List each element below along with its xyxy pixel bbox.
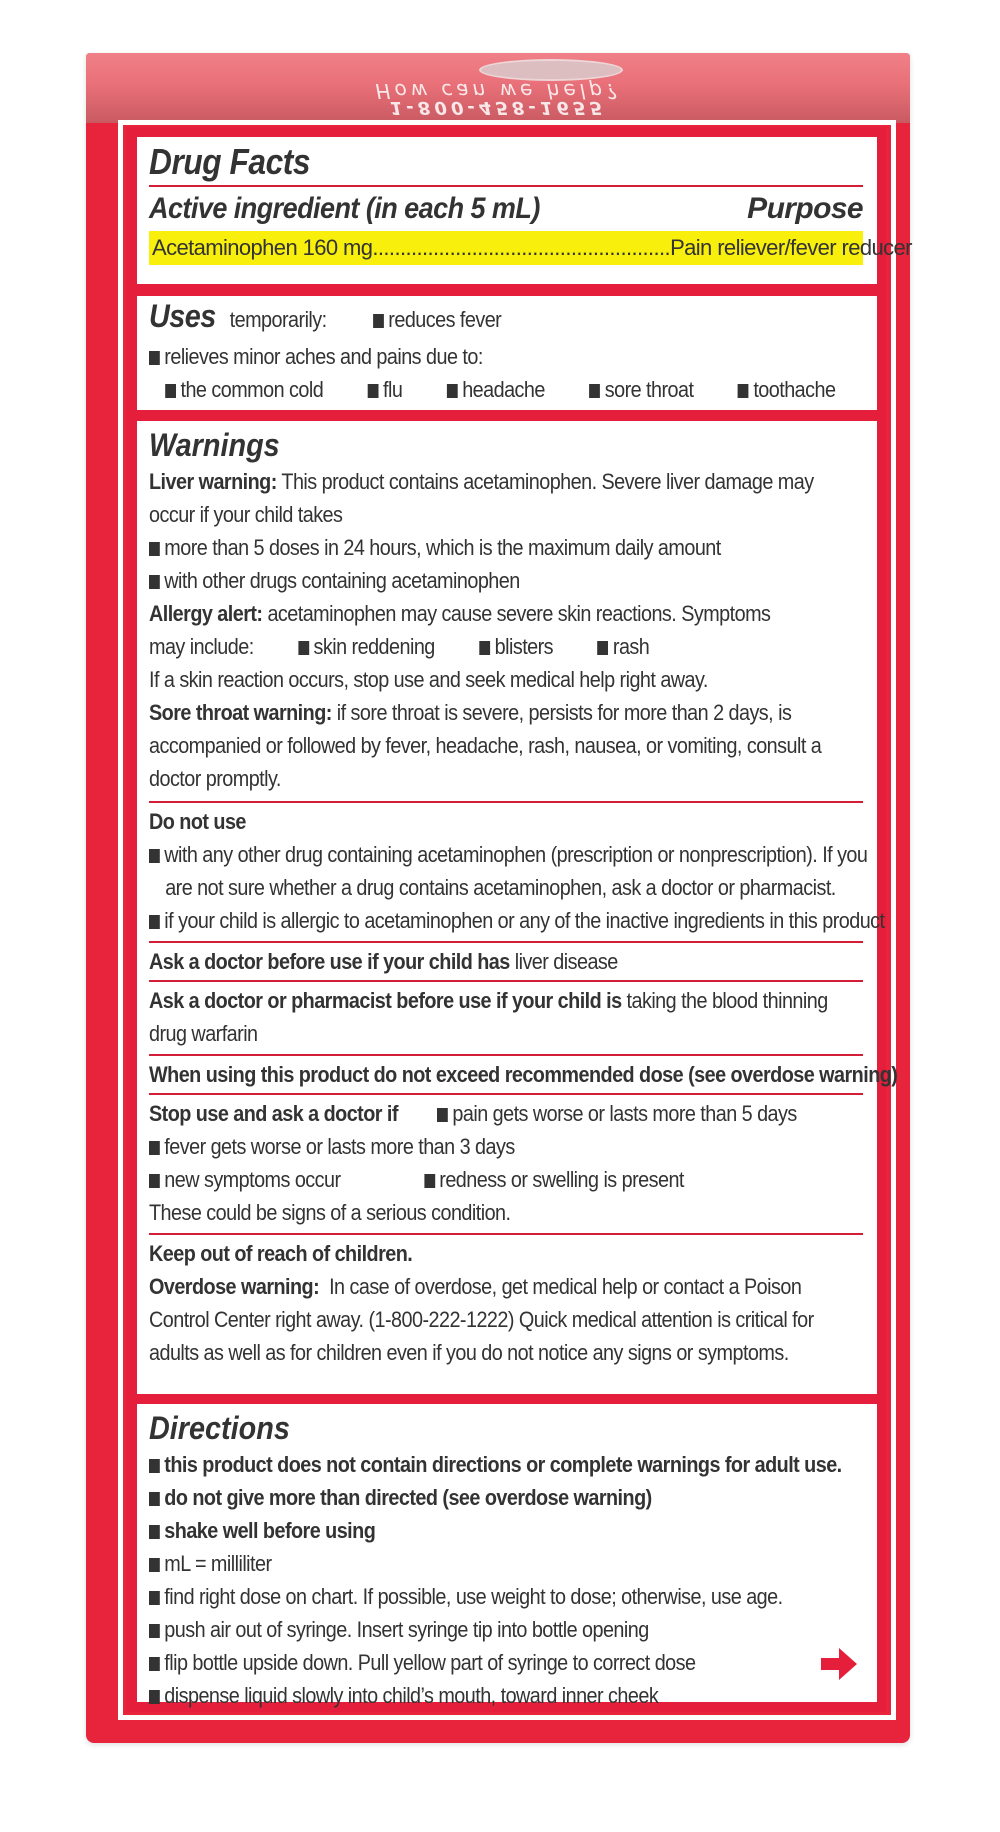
do-not-use-heading: Do not use xyxy=(149,809,246,834)
purpose-heading: Purpose xyxy=(747,192,863,225)
allergy-alert-text-cont: may include: xyxy=(149,634,254,659)
divider xyxy=(149,1233,863,1235)
stop-use-label: Stop use and ask a doctor if xyxy=(149,1101,398,1126)
direction-item: mL = milliliter xyxy=(164,1551,272,1576)
stop-use-item: fever gets worse or lasts more than 3 days xyxy=(164,1134,515,1159)
bullet-icon xyxy=(149,351,160,365)
divider xyxy=(149,980,863,982)
cause-toothache: toothache xyxy=(753,377,836,402)
sore-throat-text-end: doctor promptly. xyxy=(149,766,281,791)
do-not-use-item: with any other drug containing acetaminophen (prescription or nonprescription). If you xyxy=(164,842,868,867)
bullet-icon xyxy=(149,1558,160,1572)
bullet-icon xyxy=(149,849,160,863)
bullet-icon xyxy=(149,542,160,556)
cause-common-cold: the common cold xyxy=(180,377,324,402)
directions-panel xyxy=(137,1404,877,1708)
bullet-icon xyxy=(149,1525,160,1539)
liver-warning-label: Liver warning: xyxy=(149,469,277,494)
flap-help-text: How can we help? xyxy=(375,79,621,103)
sore-throat-text: if sore throat is severe, persists for more than 2 days, is xyxy=(336,700,792,725)
bullet-icon xyxy=(149,1141,160,1155)
uses-heading: Uses xyxy=(149,298,216,334)
cause-headache: headache xyxy=(462,377,545,402)
bullet-icon xyxy=(298,641,309,655)
overdose-warning-text-end: adults as well as for children even if you do not notice any signs or symptoms. xyxy=(149,1340,789,1365)
liver-item: more than 5 doses in 24 hours, which is the maximum daily amount xyxy=(164,535,721,560)
uses-item-aches: relieves minor aches and pains due to: xyxy=(164,344,483,369)
stop-use-item: pain gets worse or lasts more than 5 days xyxy=(452,1101,797,1126)
bullet-icon xyxy=(149,1492,160,1506)
ask-pharmacist-text-cont: drug warfarin xyxy=(149,1021,258,1046)
stop-use-item: new symptoms occur xyxy=(164,1167,341,1192)
bullet-icon xyxy=(368,384,379,398)
divider xyxy=(149,1054,863,1056)
sore-throat-label: Sore throat warning: xyxy=(149,700,332,725)
bullet-icon xyxy=(479,641,490,655)
do-not-use-item-cont: are not sure whether a drug contains acetaminophen, ask a doctor or pharmacist. xyxy=(165,875,836,900)
direction-bold-item: this product does not contain directions or complete warnings for adult use. xyxy=(164,1452,842,1477)
cause-flu: flu xyxy=(383,377,403,402)
liver-item: with other drugs containing acetaminophen xyxy=(164,568,520,593)
bullet-icon xyxy=(447,384,458,398)
ask-doctor-text: liver disease xyxy=(514,949,618,974)
when-using-warning: When using this product do not exceed recommended dose (see overdose warning) xyxy=(149,1062,898,1087)
bullet-icon xyxy=(165,384,176,398)
bullet-icon xyxy=(424,1174,435,1188)
allergy-alert-text: acetaminophen may cause severe skin reactions. Symptoms xyxy=(267,601,771,626)
bullet-icon xyxy=(149,915,160,929)
overdose-warning-text: In case of overdose, get medical help or contact a Poison xyxy=(329,1274,802,1299)
uses-intro: temporarily: xyxy=(229,307,327,332)
bullet-icon xyxy=(149,1591,160,1605)
ingredient-name: Acetaminophen 160 mg xyxy=(152,235,373,260)
bullet-icon xyxy=(738,384,749,398)
bullet-icon xyxy=(149,1624,160,1638)
bullet-icon xyxy=(589,384,600,398)
drug-facts-panel xyxy=(137,137,912,284)
direction-item: push air out of syringe. Insert syringe tip into bottle opening xyxy=(164,1617,649,1642)
bullet-icon xyxy=(149,1459,160,1473)
package-top-flap xyxy=(86,53,910,123)
overdose-warning-label: Overdose warning: xyxy=(149,1274,320,1299)
cause-sore-throat: sore throat xyxy=(604,377,694,402)
bullet-icon xyxy=(149,1657,160,1671)
ask-pharmacist-text: taking the blood thinning xyxy=(626,988,828,1013)
ingredient-row xyxy=(149,231,912,265)
allergy-symptom: rash xyxy=(612,634,650,659)
active-ingredient-heading: Active ingredient (in each 5 mL) xyxy=(149,192,540,225)
sore-throat-text-cont: accompanied or followed by fever, headache, rash, nausea, or vomiting, consult a xyxy=(149,733,822,758)
keep-out-of-reach: Keep out of reach of children. xyxy=(149,1241,413,1266)
ingredient-purpose: Pain reliever/fever reducer xyxy=(670,235,912,260)
allergy-symptom: blisters xyxy=(494,634,554,659)
brand-seal-icon xyxy=(479,59,623,81)
bullet-icon xyxy=(149,1690,160,1704)
ask-pharmacist-label: Ask a doctor or pharmacist before use if your child is xyxy=(149,988,622,1013)
allergy-alert-label: Allergy alert: xyxy=(149,601,263,626)
direction-item: dispense liquid slowly into child’s mouth, toward inner cheek xyxy=(164,1683,659,1708)
divider xyxy=(149,941,863,943)
divider xyxy=(149,801,863,803)
leader-dots: ...................................................... xyxy=(372,235,671,260)
arrow-right-icon xyxy=(821,1648,857,1680)
directions-heading: Directions xyxy=(149,1410,290,1446)
direction-item: find right dose on chart. If possible, use weight to dose; otherwise, use age. xyxy=(164,1584,783,1609)
bullet-icon xyxy=(373,314,384,328)
bullet-icon xyxy=(149,575,160,589)
bullet-icon xyxy=(598,641,609,655)
warnings-heading: Warnings xyxy=(149,427,280,463)
liver-warning-text: This product contains acetaminophen. Severe liver damage may xyxy=(281,469,814,494)
flap-phone-text: 1-800-458-1655 xyxy=(389,97,607,118)
direction-bold-item: shake well before using xyxy=(164,1518,376,1543)
warnings-panel xyxy=(137,421,898,1394)
do-not-use-item: if your child is allergic to acetaminophen or any of the inactive ingredients in this product xyxy=(164,908,885,933)
stop-use-note: These could be signs of a serious condition. xyxy=(149,1200,511,1225)
bullet-icon xyxy=(149,1174,160,1188)
bullet-icon xyxy=(437,1108,448,1122)
ask-doctor-label: Ask a doctor before use if your child has xyxy=(149,949,510,974)
direction-item: flip bottle upside down. Pull yellow part of syringe to correct dose xyxy=(164,1650,696,1675)
stop-use-item: redness or swelling is present xyxy=(439,1167,684,1192)
drug-facts-title: Drug Facts xyxy=(149,141,311,182)
divider xyxy=(149,1093,863,1095)
allergy-instruction: If a skin reaction occurs, stop use and seek medical help right away. xyxy=(149,667,708,692)
overdose-warning-text-cont: Control Center right away. (1-800-222-1222) Quick medical attention is critical for xyxy=(149,1307,814,1332)
direction-bold-item: do not give more than directed (see overdose warning) xyxy=(164,1485,652,1510)
liver-warning-text-cont: occur if your child takes xyxy=(149,502,343,527)
uses-item-fever: reduces fever xyxy=(388,307,502,332)
allergy-symptom: skin reddening xyxy=(313,634,435,659)
uses-panel xyxy=(137,296,877,410)
